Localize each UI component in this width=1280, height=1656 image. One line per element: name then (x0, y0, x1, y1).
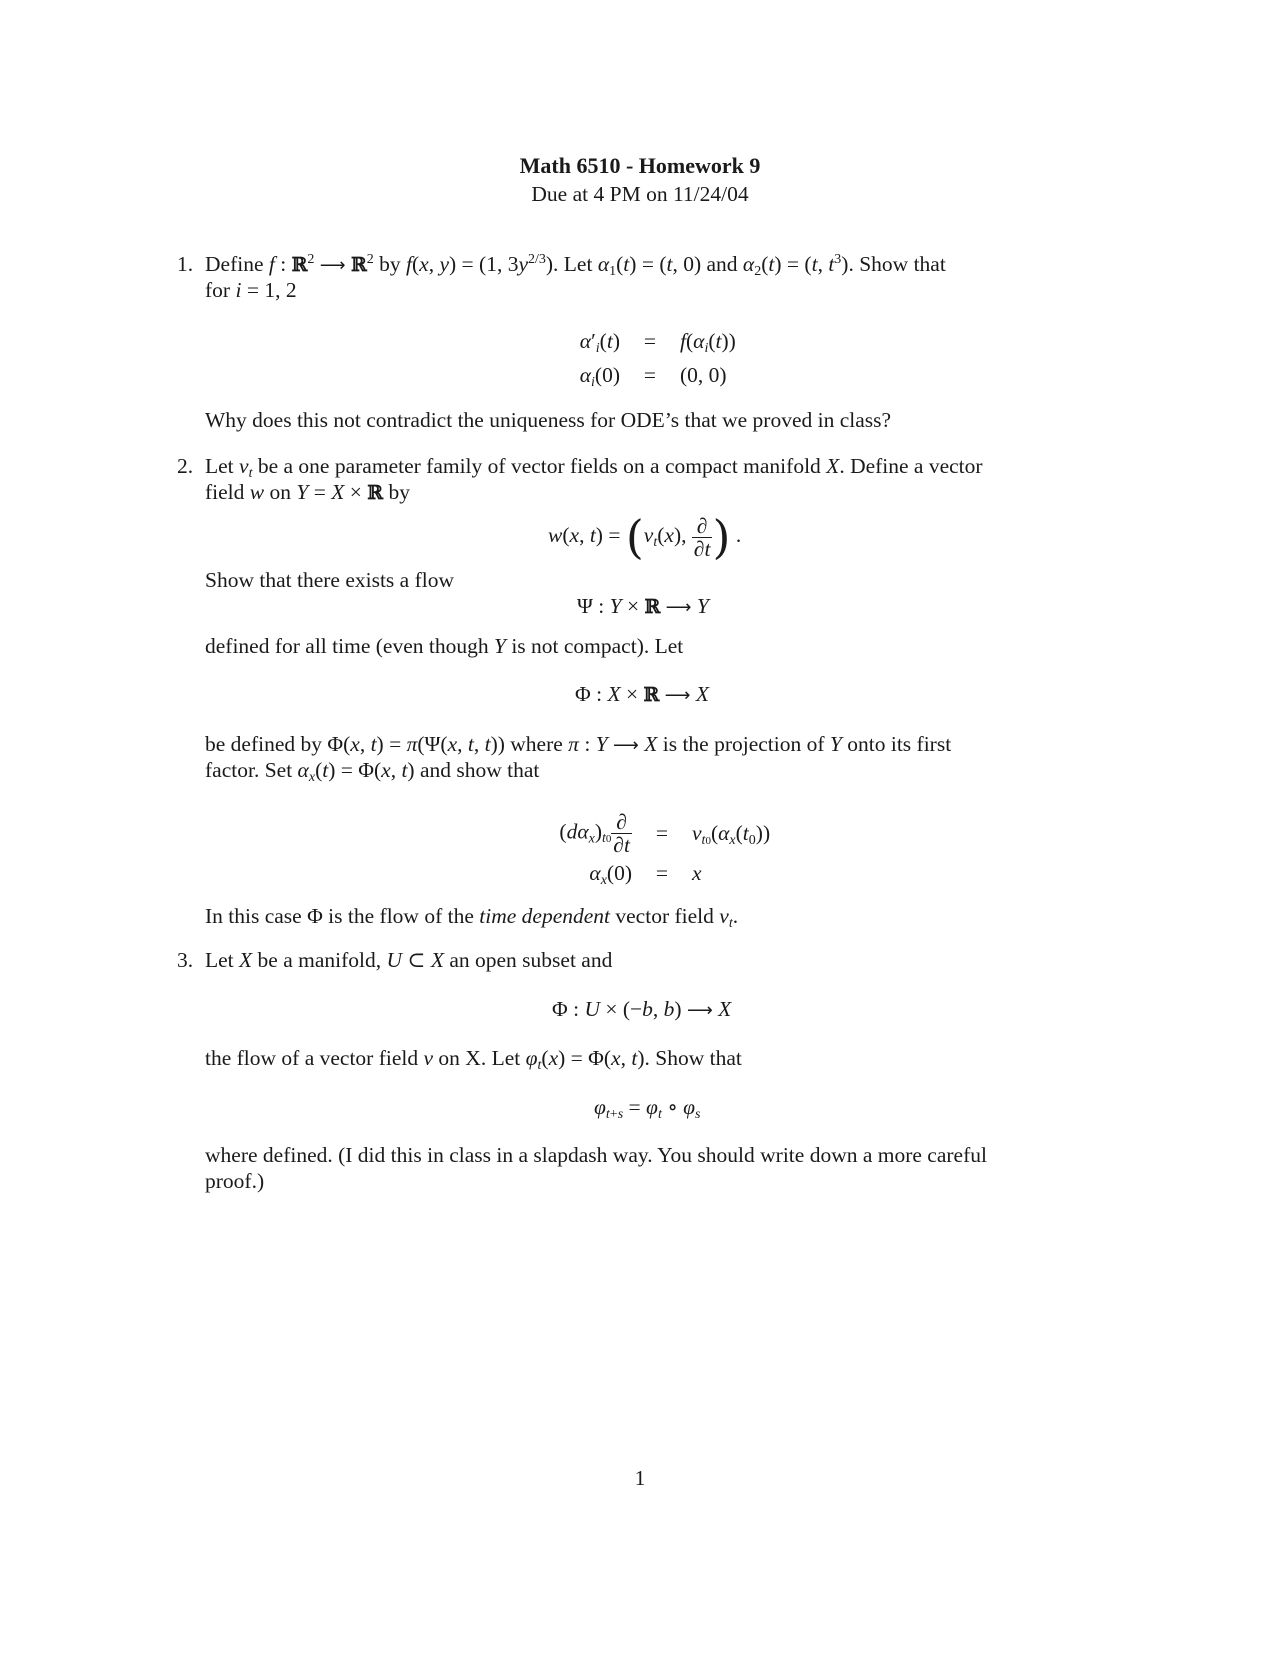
equation-row: $\alpha_i(0)$ = (0, 0) (579, 363, 727, 390)
problem-2-display-3: Φ : X × ℝ ⟶ X (575, 682, 709, 706)
problem-2-display-2: Ψ : Y × ℝ ⟶ Y (577, 594, 709, 618)
problem-2-display-1: w(x, $t) = (v_t(x)$, $\frac{\partial}{\partial t}$ ) . (548, 510, 742, 565)
problem-3-display-1: Φ : U × (−b, b) ⟶ X (552, 997, 732, 1021)
problem-2-number: 2. (177, 454, 194, 478)
problem-2-after: In this case Φ is the flow of the time dependent vector field $v_t$. (205, 904, 739, 931)
due-date: Due at 4 PM on 11/24/04 (531, 182, 749, 206)
equation-row: $\alpha'_i(t)$ = $f(\alpha_i(t))$ (579, 329, 736, 356)
problem-3-number: 3. (177, 948, 194, 972)
problem-2-equations (520, 810, 770, 890)
equation-row: $(d\alpha_x)_{t0}$ $\frac{\partial}{\partial t}$ = $v_{t0}(\alpha_x(t_0))$ (559, 809, 771, 857)
problem-3-text-3-line-2: proof.) (205, 1169, 265, 1193)
problem-2-text-2: Show that there exists a flow (205, 568, 454, 592)
problem-1-equations (500, 324, 736, 392)
problem-3-text-3-line-1: where defined. (I did this in class in a slapdash way. You should write down a more careful (205, 1143, 987, 1167)
equation-row: $\alpha_x(0)$ = x (589, 861, 702, 888)
problem-3-text-2: the flow of a vector field v on X. Let $\varphi_t(x) = \Phi(x$, t). Show that (205, 1046, 742, 1073)
page-number: 1 (634, 1466, 646, 1490)
problem-1-question: Why does this not contradict the uniqueness for ODE’s that we proved in class? (205, 408, 892, 432)
problem-3-display-2: $\varphi_{t+s} = \varphi_t$ ∘ $\varphi_s$ (594, 1095, 701, 1122)
problem-2-line-1: Let $v_t$ be a one parameter family of vector fields on a compact manifold X. Define a vector (205, 454, 983, 481)
page-title: Math 6510 - Homework 9 (519, 153, 761, 178)
problem-2-text-3: defined for all time (even though Y is not compact). Let (205, 634, 684, 658)
problem-1-line-1: Define f : ℝ$^2$ ⟶ ℝ$^2$ by f(x, y) = (1, $3y^{2/3}$). Let $\alpha_1(t) = (t$, 0) and $\alpha_2(t) = (t$, $t^3$). Show that (205, 252, 946, 279)
problem-3-line-1: Let X be a manifold, U ⊂ X an open subset and (205, 948, 613, 972)
problem-2-line-2: field w on Y = X × ℝ by (205, 480, 410, 504)
problem-1-number: 1. (177, 252, 194, 276)
problem-2-text-4-line-2: factor. Set $\alpha_x(t) = \Phi(x$, t) and show that (205, 758, 540, 785)
problem-2-text-4-line-1: be defined by Φ(x, t) = π(Ψ(x, t, t)) where π : Y ⟶ X is the projection of Y onto its first (205, 732, 952, 756)
problem-1-line-2: for i = 1, 2 (205, 278, 297, 302)
